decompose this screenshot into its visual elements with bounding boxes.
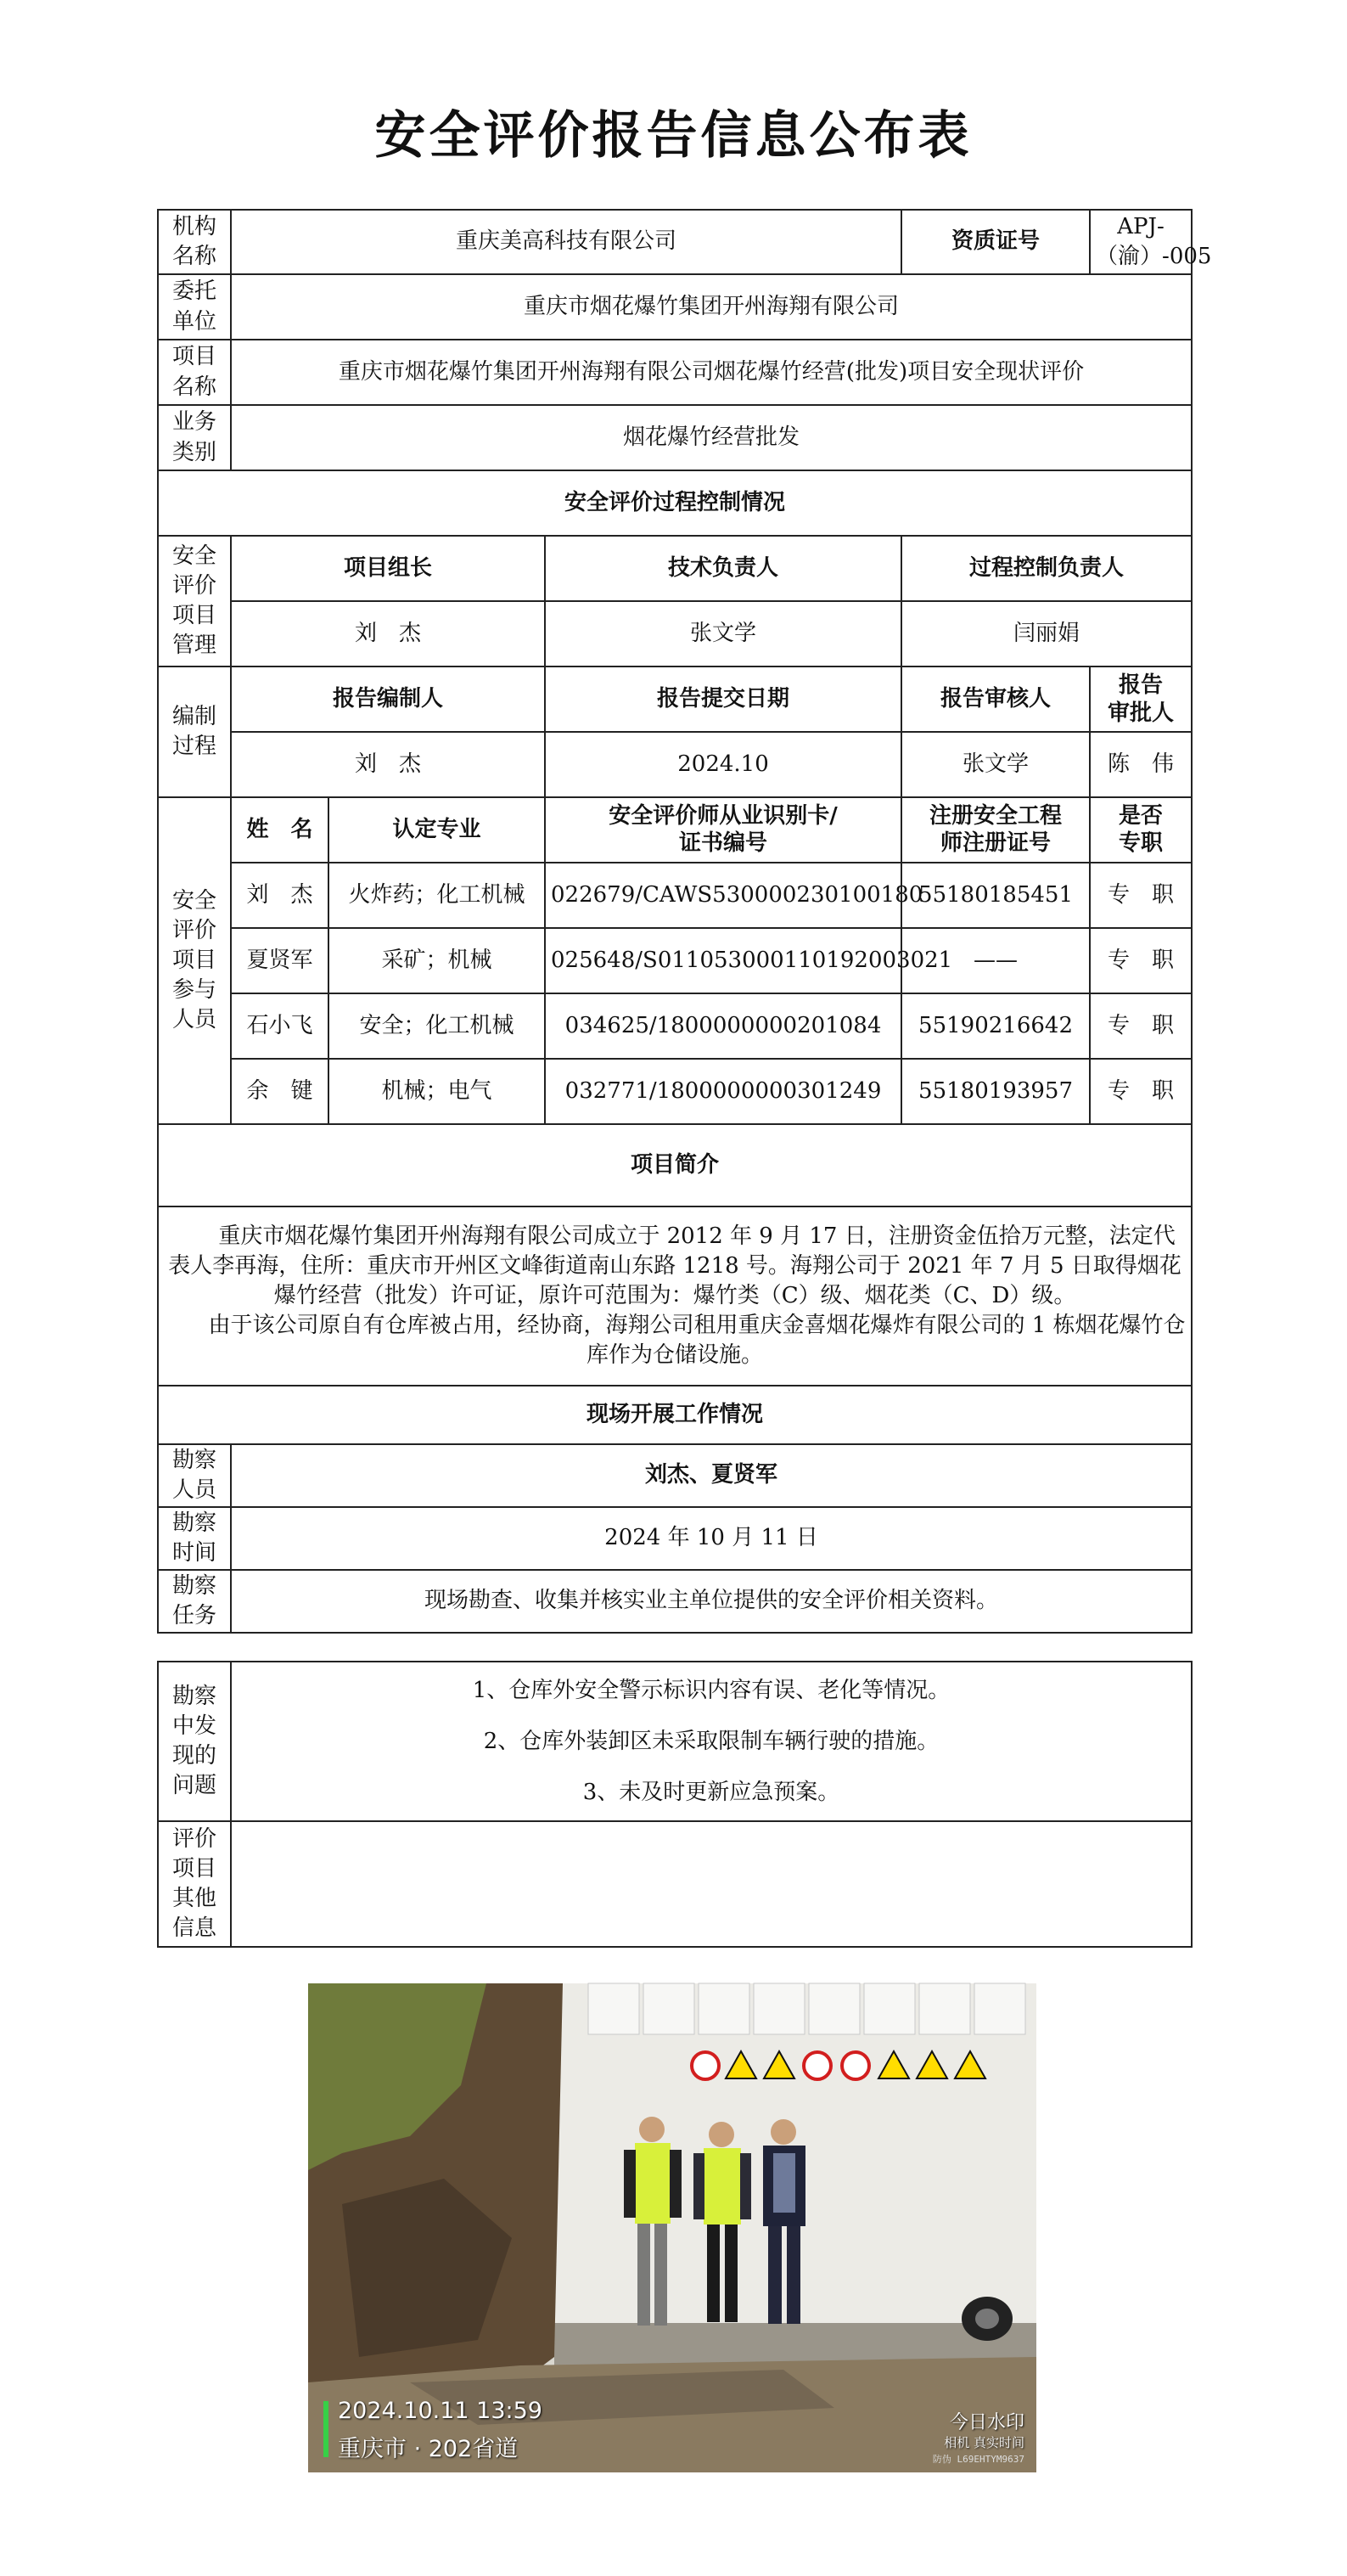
survey-time-value: 2024 年 10 月 11 日 [231,1507,1192,1570]
submit-date-header: 报告提交日期 [545,666,901,732]
survey-staff-row [158,1444,1192,1507]
issue-item: 3、未及时更新应急预案。 [582,1780,840,1805]
person-specialty: 火炸药；化工机械 [328,863,545,928]
person-cert-card: 032771/1800000000301249 [545,1059,901,1124]
person-reg-number: —— [901,928,1090,993]
survey-task-row [158,1570,1192,1633]
intro-paragraph: 由于该公司原自有仓库被占用，经协商，海翔公司租用重庆金喜烟花爆炸有限公司的 1 栋烟花爆竹仓库作为仓储设施。 [208,1313,1186,1369]
client-name: 重庆市烟花爆竹集团开州海翔有限公司 [231,274,1192,340]
compilation-label: 编制 过程 [158,666,231,797]
tech-lead-name: 张文学 [545,601,901,666]
info-table-issues [157,1661,1193,1948]
person-reg-number: 55190216642 [901,993,1090,1059]
team-leader-name: 刘 杰 [231,601,545,666]
project-name: 重庆市烟花爆竹集团开州海翔有限公司烟花爆竹经营(批发)项目安全现状评价 [231,340,1192,405]
compilation-value-row [158,732,1192,797]
cert-card-header: 安全评价师从业识别卡/ 证书编号 [545,797,901,863]
photo-timestamp: 2024.10.11 13:59 [338,2398,542,2424]
reviewer-header: 报告审核人 [901,666,1090,732]
person-name: 夏贤军 [231,928,328,993]
project-row [158,340,1192,405]
page-title: 安全评价报告信息公布表 [374,106,973,166]
project-intro [158,1206,1192,1386]
reviewer-name: 张文学 [901,732,1090,797]
survey-task-value: 现场勘查、收集并核实业主单位提供的安全评价相关资料。 [231,1570,1192,1633]
org-label: 机构 名称 [158,210,231,274]
personnel-row [158,1059,1192,1124]
other-info-label: 评价 项目 其他 信息 [158,1821,231,1947]
client-label: 委托 单位 [158,274,231,340]
cert-label: 资质证号 [901,210,1090,274]
management-label: 安全 评价 项目 管理 [158,536,231,666]
watermark-subtitle: 相机 真实时间 [944,2435,1024,2450]
person-specialty: 安全；化工机械 [328,993,545,1059]
person-specialty: 机械；电气 [328,1059,545,1124]
timestamp-bar [323,2401,328,2457]
person-fulltime: 专 职 [1090,928,1192,993]
person-name: 余 键 [231,1059,328,1124]
business-type: 烟花爆竹经营批发 [231,405,1192,470]
intro-section-row [158,1124,1192,1206]
person-reg-number: 55180185451 [901,863,1090,928]
process-section-title: 安全评价过程控制情况 [158,470,1192,536]
process-section-row [158,470,1192,536]
process-control-name: 闫丽娟 [901,601,1192,666]
site-section-row [158,1386,1192,1444]
survey-task-label: 勘察 任务 [158,1570,231,1633]
intro-row [158,1206,1192,1386]
personnel-label: 安全 评价 项目 参与 人员 [158,797,231,1124]
process-control-header: 过程控制负责人 [901,536,1192,601]
personnel-row [158,863,1192,928]
survey-time-row [158,1507,1192,1570]
business-row [158,405,1192,470]
org-row [158,210,1192,274]
intro-section-title: 项目简介 [158,1124,1192,1206]
issues-label: 勘察 中发 现的 问题 [158,1662,231,1821]
approver-name: 陈 伟 [1090,732,1192,797]
business-label: 业务 类别 [158,405,231,470]
issues-row [158,1662,1192,1821]
personnel-header-row [158,797,1192,863]
person-cert-card: 034625/1800000000201084 [545,993,901,1059]
author-name: 刘 杰 [231,732,545,797]
other-info-value [231,1821,1192,1947]
management-header-row [158,536,1192,601]
personnel-row [158,993,1192,1059]
site-section-title: 现场开展工作情况 [158,1386,1192,1444]
watermark-code: 防伪 L69EHTYM9637 [932,2454,1024,2465]
person-name: 石小飞 [231,993,328,1059]
submit-date: 2024.10 [545,732,901,797]
issue-item: 2、仓库外装卸区未采取限制车辆行驶的措施。 [483,1729,940,1754]
cert-number: APJ-（渝）-005 [1090,210,1192,274]
author-header: 报告编制人 [231,666,545,732]
info-table-main [157,209,1212,1634]
specialty-header: 认定专业 [328,797,545,863]
person-fulltime: 专 职 [1090,863,1192,928]
person-reg-number: 55180193957 [901,1059,1090,1124]
tech-lead-header: 技术负责人 [545,536,901,601]
issue-item: 1、仓库外安全警示标识内容有误、老化等情况。 [472,1678,951,1703]
site-photo [308,1983,1036,2472]
person-specialty: 采矿；机械 [328,928,545,993]
management-value-row [158,601,1192,666]
name-header: 姓 名 [231,797,328,863]
issues-list [231,1662,1192,1821]
project-label: 项目 名称 [158,340,231,405]
intro-paragraph: 重庆市烟花爆竹集团开州海翔有限公司成立于 2012 年 9 月 17 日，注册资金伍拾万元整，法定代表人李再海，住所：重庆市开州区文峰街道南山东路 1218 号。海翔公司于 2021 年 7 月 5 日取得烟花爆竹经营（批发）许可证，原许可范围为：爆竹类（C）级、烟花类（C、D）级。 [168,1223,1181,1308]
approver-header: 报告 审批人 [1090,666,1192,732]
survey-staff-label: 勘察 人员 [158,1444,231,1507]
person-fulltime: 专 职 [1090,1059,1192,1124]
survey-staff-value: 刘杰、夏贤军 [231,1444,1192,1507]
personnel-row [158,928,1192,993]
person-cert-card: 025648/S011053000110192003021 [545,928,901,993]
survey-time-label: 勘察 时间 [158,1507,231,1570]
watermark-title: 今日水印 [949,2412,1024,2433]
person-name: 刘 杰 [231,863,328,928]
fulltime-header: 是否 专职 [1090,797,1192,863]
person-fulltime: 专 职 [1090,993,1192,1059]
person-cert-card: 022679/CAWS530000230100180 [545,863,901,928]
team-leader-header: 项目组长 [231,536,545,601]
reg-engineer-header: 注册安全工程 师注册证号 [901,797,1090,863]
compilation-header-row [158,666,1192,732]
client-row [158,274,1192,340]
org-name: 重庆美高科技有限公司 [231,210,901,274]
other-info-row [158,1821,1192,1947]
photo-location: 重庆市 · 202省道 [338,2436,519,2462]
